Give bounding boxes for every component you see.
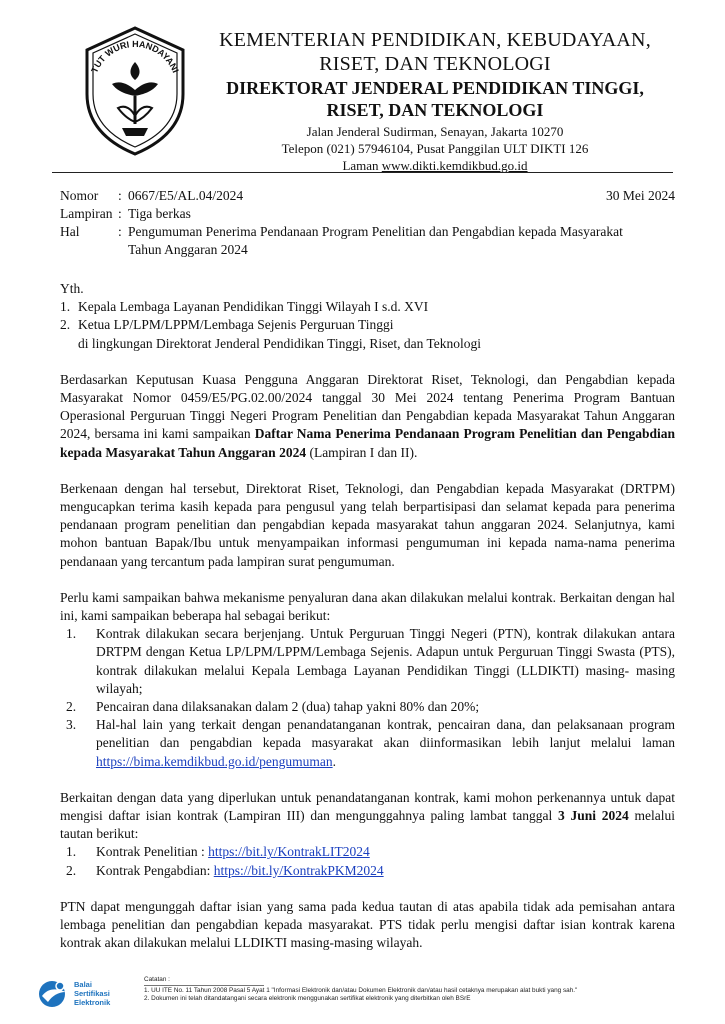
paragraph-2: Berkenaan dengan hal tersebut, Direktorat Riset, Teknologi, dan Pengabdian kepada Masyarakat (DRTPM) mengucapkan terima kasih kepada para pengusul yang telah berpartisipasi dan selamat kepada para penerima pendanaan program penelitian dan pengabdian kepada masyarakat tahun anggaran 2024. Selanjutnya, kami mohon bantuan Bapak/Ibu untuk menyampaikan informasi pengumuman ini kepada nama-nama penerima pendanaan yang tercantum pada lampiran surat pengumuman. (60, 480, 675, 569)
directorate-name-line1: DIREKTORAT JENDERAL PENDIDIKAN TINGGI, (226, 78, 644, 98)
kontrak-pengabdian-link[interactable]: https://bit.ly/KontrakPKM2024 (213, 862, 384, 878)
greeting: Yth. (60, 281, 84, 296)
letterhead-divider (52, 172, 673, 173)
letter-date: 30 Mei 2024 (606, 188, 675, 203)
bsre-mark-icon (36, 978, 70, 1008)
list-item: 2. Kontrak Pengabdian: https://bit.ly/KontrakPKM2024 (66, 862, 384, 878)
list-item: 1. Kontrak dilakukan secara berjenjang. Untuk Perguruan Tinggi Negeri (PTN), kontrak dilakukan antara DRTPM dengan Ketua LP/LPM/LPPM/Lembaga Sejenis. Adapun untuk Perguruan Tinggi Swasta (PTS), kontrak dilakukan melalui Kepala Lembaga Layanan Pendidikan Tinggi (LLDIKTI) masing- masing wilayah; (66, 626, 675, 696)
web-label: Laman (342, 157, 379, 173)
hal-label: Hal (60, 224, 80, 239)
recipient-1: Kepala Lembaga Layanan Pendidikan Tinggi Wilayah I s.d. XVI (78, 299, 429, 315)
tut-wuri-handayani-logo-icon (78, 24, 192, 158)
directorate-name-line2: RISET, DAN TEKNOLOGI (326, 99, 544, 120)
footer-notes (144, 976, 679, 1004)
nomor-label: Nomor (60, 188, 99, 203)
note-1: 1. UU ITE No. 11 Tahun 2008 Pasal 5 Ayat 1 "Informasi Elektronik dan/atau Dokumen Elektronik dan/atau hasil cetaknya merupakan alat bukti yang sah." (144, 986, 578, 994)
notes-title: Catatan : (144, 976, 264, 986)
letter-body (60, 280, 675, 953)
kontrak-penelitian-link[interactable]: https://bit.ly/KontrakLIT2024 (208, 844, 370, 860)
svg-text:TUT WURI HANDAYANI: TUT WURI HANDAYANI (89, 38, 181, 75)
contract-points (60, 625, 675, 771)
phone: Telepon (021) 57946104, Pusat Panggilan ULT DIKTI 126 (281, 141, 589, 157)
address: Jalan Jenderal Sudirman, Senayan, Jakarta 10270 (306, 124, 564, 140)
lampiran-label: Lampiran (60, 206, 113, 221)
note-2: 2. Dokumen ini telah ditandatangani secara elektronik menggunakan sertifikat elektronik yang diterbitkan oleh BSrE (144, 995, 471, 1002)
subject-line1: Pengumuman Penerima Pendanaan Program Penelitian dan Pengabdian kepada Masyarakat (128, 224, 623, 239)
paragraph-5: PTN dapat mengunggah daftar isian yang sama pada kedua tautan di atas apabila tidak ada pemisahan antara lembaga penelitian dan pengabdian kepada masyarakat. PTS tidak perlu mengisi daftar isian kontrak karena kontrak akan dilakukan melalui LLDIKTI masing-masing wilayah. (60, 898, 675, 951)
upload-links (60, 843, 675, 879)
ministry-name-line2: RISET, DAN TEKNOLOGI (319, 53, 551, 75)
bima-link[interactable]: https://bima.kemdikbud.go.id/pengumuman (96, 753, 333, 769)
list-item: 2. Pencairan dana dilaksanakan dalam 2 (dua) tahap yakni 80% dan 20%; (66, 699, 480, 715)
recipient-2: Ketua LP/LPM/LPPM/Lembaga Sejenis Perguruan Tinggi (78, 317, 394, 333)
letter-meta: Nomor : 0667/E5/AL.04/2024 30 Mei 2024 Lampiran : Tiga berkas Hal : Pengumuman Penerima Pendanaan Program Penelitian dan Pengabdian kepada Masyarakat Tahun Anggaran 2024 (60, 188, 675, 257)
letterhead (200, 28, 670, 175)
paragraph-4: Berkaitan dengan data yang diperlukan untuk penandatanganan kontrak, kami mohon perkenannya untuk dapat mengisi daftar isian kontrak (Lampiran III) dan mengunggahnya paling lambat tanggal 3 Juni 2024 melalui tautan berikut: (60, 789, 675, 842)
subject-line2: Tahun Anggaran 2024 (128, 242, 248, 257)
ministry-name-line1: KEMENTERIAN PENDIDIKAN, KEBUDAYAAN, (219, 29, 651, 51)
list-item: 1. Kontrak Penelitian : https://bit.ly/KontrakLIT2024 (66, 844, 370, 860)
recipients: Yth. 1. Kepala Lembaga Layanan Pendidikan Tinggi Wilayah I s.d. XVI 2. Ketua LP/LPM/LPPM/Lembaga Sejenis Perguruan Tinggi di lingkungan Direktorat Jenderal Pendidikan Tinggi, Riset, dan Teknologi (60, 280, 675, 353)
paragraph-1: Berdasarkan Keputusan Kuasa Pengguna Anggaran Direktorat Riset, Teknologi, dan Pengabdian kepada Masyarakat Nomor 0459/E5/PG.02.00/2024 tanggal 30 Mei 2024 tentang Penerima Program Bantuan Operasional Perguruan Tinggi Negeri Program Penelitian dan Pengabdian kepada Masyarakat Tahun Anggaran 2024, bersama ini kami sampaikan Daftar Nama Penerima Pendanaan Program Penelitian dan Pengabdian kepada Masyarakat Tahun Anggaran 2024 (Lampiran I dan II). (60, 371, 676, 460)
website-link[interactable]: www.dikti.kemdikbud.go.id (381, 157, 528, 173)
paragraph-3-intro: Perlu kami sampaikan bahwa mekanisme penyaluran dana akan dilakukan melalui kontrak. Berkaitan dengan hal ini, kami sampaikan beberapa hal sebagai berikut: (60, 589, 675, 624)
attachment-count: Tiga berkas (128, 206, 191, 221)
bsre-logo: Balai Sertifikasi Elektronik (36, 978, 136, 1012)
recipient-2-cont: di lingkungan Direktorat Jenderal Pendidikan Tinggi, Riset, dan Teknologi (78, 335, 482, 351)
list-item: 3. Hal-hal lain yang terkait dengan penandatanganan kontrak, pencairan dana, dan pelaksanaan program penelitian dan pengabdian kepada masyarakat akan diinformasikan lebih lanjut melalui laman https://bima.kemdikbud.go.id/pengumuman. (66, 717, 675, 769)
letter-number: 0667/E5/AL.04/2024 (128, 188, 244, 203)
